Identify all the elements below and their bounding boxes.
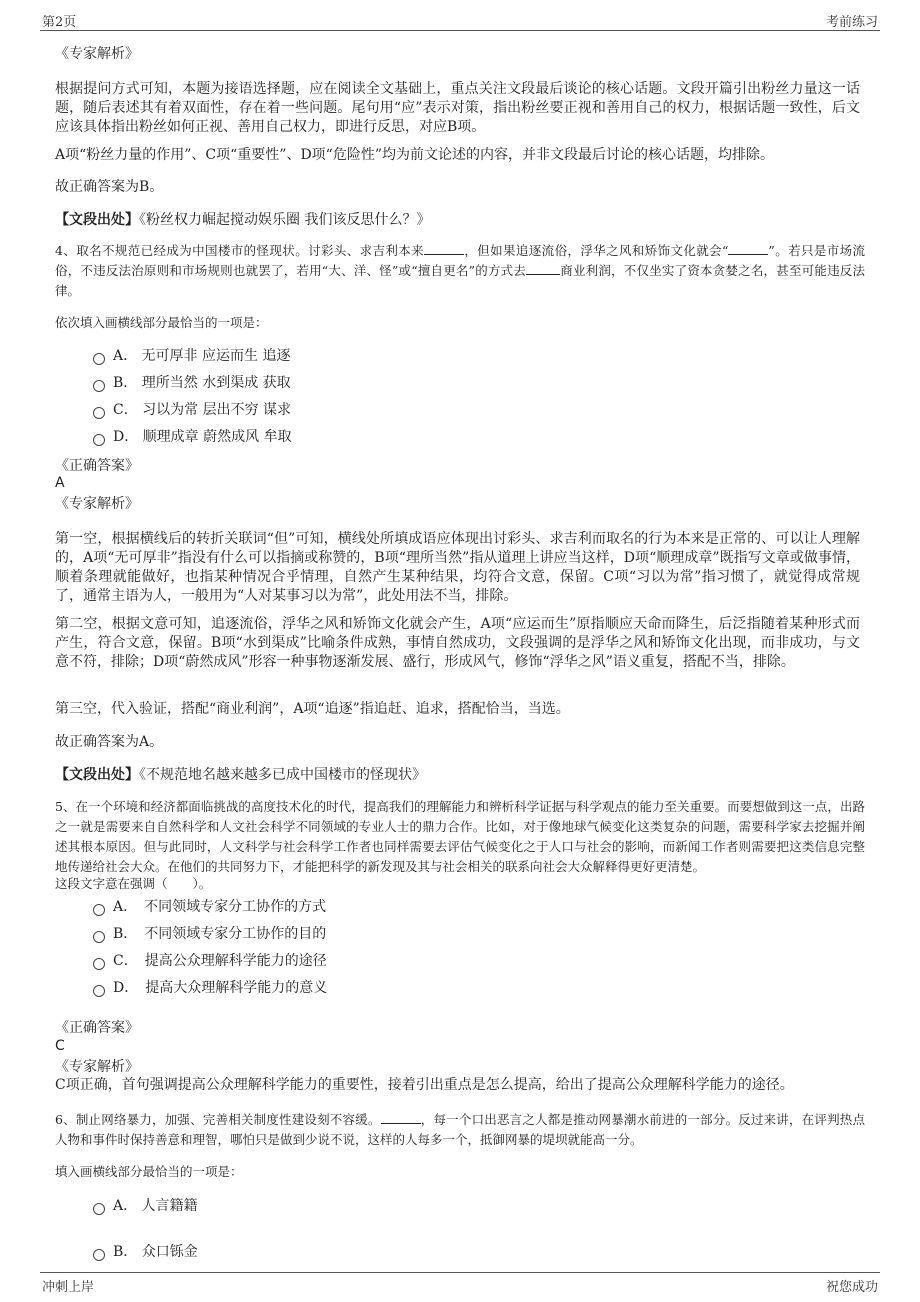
radio-icon[interactable] [93, 985, 105, 997]
source-label: 【文段出处】 [55, 212, 139, 228]
radio-icon[interactable] [93, 1249, 105, 1261]
q4-option-a[interactable]: A． 无可厚非 应运而生 追逐 [93, 346, 290, 366]
radio-icon[interactable] [93, 380, 105, 392]
q5-expert-label: 《专家解析》 [55, 1059, 139, 1075]
q5-option-d[interactable]: D． 提高大众理解科学能力的意义 [93, 978, 327, 998]
q3-analysis-p2: A项“粉丝力量的作用”、C项“重要性”、D项“危险性”均为前文论述的内容，并非文段最后讨论的核心话题，均排除。 [55, 147, 774, 163]
q5-answer-label: 《正确答案》 [55, 1020, 139, 1036]
q6-option-a[interactable]: A． 人言籍籍 [93, 1196, 198, 1216]
q6-option-b[interactable]: B． 众口铄金 [93, 1242, 198, 1262]
q5-option-c[interactable]: C． 提高公众理解科学能力的途径 [93, 951, 327, 971]
q4-answer-statement: 故正确答案为A。 [55, 734, 164, 750]
q5-option-b[interactable]: B． 不同领域专家分工协作的目的 [93, 924, 326, 944]
q3-analysis-p1: 根据提问方式可知，本题为接语选择题，应在阅读全文基础上，重点关注文段最后谈论的核心话题。文段开篇引出粉丝力量这一话题，随后表述其有着双面性，存在着一些问题。尾句用“应”表示对策，指出粉丝要正视和善用自己的权力，根据话题一致性，后文应该具体指出粉丝如何正视、善用自己权力，即进行反思，对应B项。 [55, 81, 860, 135]
q4-analysis-p2: 第二空，根据文意可知，追逐流俗，浮华之风和矫饰文化就会产生，A项“应运而生”原指顺应天命而降生，后泛指随着某种形式而产生，符合文意，保留。B项“水到渠成”比喻条件成熟，事情自然成功，文段强调的是浮华之风和矫饰文化出现，而非成功，与文意不符，排除；D项“蔚然成风”形容一种事物逐渐发展、盛行，形成风气，修饰“浮华之风”语义重复，搭配不当，排除。 [55, 616, 860, 670]
q5-prompt: 这段文字意在强调（ ）。 [55, 876, 212, 891]
q4-analysis-p1: 第一空，根据横线后的转折关联词“但”可知，横线处所填成语应体现出讨彩头、求吉利而取名的行为本来是正常的、可以让人理解的，A项“无可厚非”指没有什么可以指摘或称赞的，B项“理所当然”指从道理上讲应当这样，D项“顺理成章”既指写文章或做事情，顺着条理就能做好，也指某种情况合乎情理，自然产生某种结果，均符合文意，保留。C项“习以为常”指习惯了，就觉得成常规了，通常主语为人，一般用为“人对某事习以为常”，此处用法不当，排除。 [55, 531, 860, 604]
q6-prompt: 填入画横线部分最恰当的一项是： [55, 1164, 243, 1179]
blank-line [424, 244, 464, 255]
q4-option-c[interactable]: C． 习以为常 层出不穷 谋求 [93, 400, 291, 420]
q3-source [55, 211, 860, 230]
source-title: 《不规范地名越来越多已成中国楼市的怪现状》 [139, 767, 426, 783]
blank-line [526, 264, 560, 275]
q6-stem [55, 1110, 865, 1150]
q3-expert-label: 《专家解析》 [55, 46, 139, 62]
q4-source [55, 766, 860, 785]
radio-icon[interactable] [93, 434, 105, 446]
q4-answer: A [55, 475, 65, 491]
blank-line [728, 244, 768, 255]
footer-left-text: 冲刺上岸 [42, 1280, 95, 1295]
q6-stem-part: ，每一个口出恶言之人都是推动网暴潮水前进的一部分。反过来讲，在评判热点人物和事件时保持善意和理智，哪怕只是做到少说不说，这样的人每多一个，抵御网暴的堤坝就能高一分。 [55, 1112, 865, 1147]
q4-answer-label: 《正确答案》 [55, 458, 139, 474]
q4-option-b[interactable]: B． 理所当然 水到渠成 获取 [93, 373, 291, 393]
page-footer [40, 1272, 880, 1297]
header-title: 考前练习 [825, 15, 878, 30]
q5-analysis-p1: C项正确，首句强调提高公众理解科学能力的重要性，接着引出重点是怎么提高，给出了提高公众理解科学能力的途径。 [55, 1077, 794, 1093]
radio-icon[interactable] [93, 958, 105, 970]
q4-option-d[interactable]: D． 顺理成章 蔚然成风 牟取 [93, 427, 292, 447]
blank-line [381, 1113, 421, 1124]
source-label: 【文段出处】 [55, 767, 139, 783]
q6-stem-part: 6、制止网络暴力，加强、完善相关制度性建设刻不容缓。 [55, 1112, 381, 1127]
page-header [40, 8, 880, 31]
radio-icon[interactable] [93, 353, 105, 365]
radio-icon[interactable] [93, 1203, 105, 1215]
q4-stem-part: ”。若只是市场流俗，不违反法治原则和市场规则也就罢了，若用“大、洋、怪”或“擅自更名”的方式去 [55, 243, 865, 278]
q4-stem-part: 4、取名不规范已经成为中国楼市的怪现状。讨彩头、求吉利本来 [55, 243, 425, 258]
q5-answer: C [55, 1038, 65, 1054]
q5-stem: 5、在一个环境和经济都面临挑战的高度技术化的时代，提高我们的理解能力和辨析科学证据与科学观点的能力至关重要。而要想做到这一点，出路之一就是需要来自自然科学和人文社会科学不同领域的专业人士的鼎力合作。比如，对于像地球气候变化这类复杂的问题，需要科学家去挖掘并阐述其根本原因。但与此同时，人文科学与社会科学工作者也同样需要去评估气候变化之于人口与社会的影响，而新闻工作者则需要把这类信息完整地传递给社会大众。在他们的共同努力下，才能把科学的新发现及其与社会相关的联系向社会大众解释得更好更清楚。 [55, 799, 865, 874]
q4-stem-part: 商业利润，不仅坐实了资本贪婪之名，甚至可能违反法律。 [55, 263, 865, 298]
q4-stem-part: ，但如果追逐流俗，浮华之风和矫饰文化就会“ [464, 243, 729, 258]
q4-analysis-p3: 第三空，代入验证，搭配“商业利润”，A项“追逐”指追赶、追求，搭配恰当，当选。 [55, 701, 570, 717]
q4-prompt: 依次填入画横线部分最恰当的一项是： [55, 315, 268, 330]
source-title: 《粉丝权力崛起搅动娱乐圈 我们该反思什么？》 [139, 212, 431, 228]
page-number: 第2页 [42, 15, 77, 30]
footer-right-text: 祝您成功 [825, 1280, 878, 1295]
q3-answer-statement: 故正确答案为B。 [55, 179, 164, 195]
q4-expert-label: 《专家解析》 [55, 496, 139, 512]
radio-icon[interactable] [93, 931, 105, 943]
q5-option-a[interactable]: A． 不同领域专家分工协作的方式 [93, 897, 326, 917]
q4-stem [55, 241, 865, 301]
radio-icon[interactable] [93, 407, 105, 419]
radio-icon[interactable] [93, 904, 105, 916]
